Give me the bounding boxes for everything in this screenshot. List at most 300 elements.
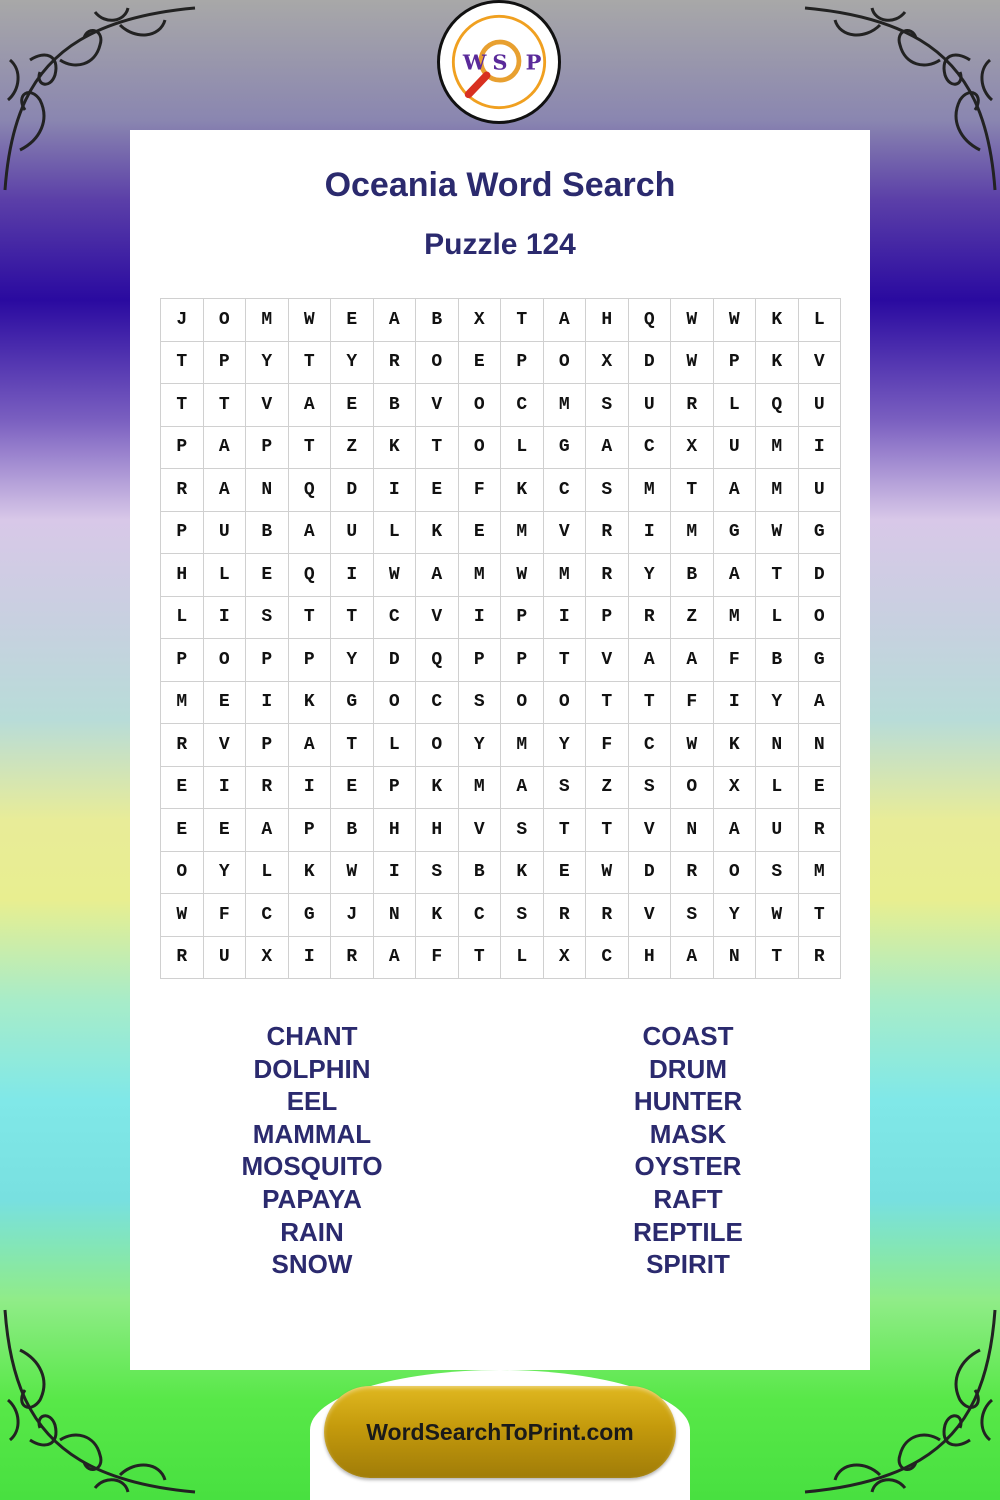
grid-cell[interactable]: P [501,596,544,639]
grid-cell[interactable]: N [373,894,416,937]
grid-cell[interactable]: T [331,596,374,639]
word-list-item: PAPAYA [262,1183,362,1214]
grid-cell[interactable]: B [331,809,374,852]
grid-cell[interactable]: T [628,681,671,724]
grid-cell[interactable]: Q [756,384,799,427]
grid-cell[interactable]: T [543,809,586,852]
grid-cell[interactable]: L [203,554,246,597]
grid-cell[interactable]: A [628,639,671,682]
word-list-item: CHANT [266,1021,358,1051]
grid-row [161,511,841,554]
grid-cell[interactable]: V [416,596,459,639]
grid-cell[interactable]: L [756,766,799,809]
site-logo[interactable] [437,0,561,124]
grid-cell[interactable]: S [246,596,289,639]
grid-cell[interactable]: P [246,639,289,682]
grid-cell[interactable]: R [246,766,289,809]
grid-cell[interactable]: R [798,809,841,852]
grid-cell[interactable]: C [586,936,629,979]
grid-cell[interactable]: V [586,639,629,682]
grid-cell[interactable]: C [628,724,671,767]
grid-row [161,894,841,937]
word-list-item: COAST [642,1021,734,1051]
grid-cell[interactable]: T [288,426,331,469]
word-list-item: OYSTER [634,1151,742,1182]
grid-cell[interactable]: P [373,766,416,809]
grid-cell[interactable]: L [373,511,416,554]
grid-cell[interactable]: A [288,384,331,427]
grid-cell[interactable]: V [798,341,841,384]
grid-cell[interactable]: N [756,724,799,767]
grid-cell[interactable]: B [671,554,714,597]
grid-cell[interactable]: A [543,299,586,342]
grid-cell[interactable]: T [288,596,331,639]
puzzle-card [130,130,870,1370]
grid-cell[interactable]: P [161,639,204,682]
grid-cell[interactable]: W [288,299,331,342]
grid-cell[interactable]: T [458,936,501,979]
grid-cell[interactable]: U [756,809,799,852]
grid-cell[interactable]: W [331,851,374,894]
grid-cell[interactable]: F [416,936,459,979]
grid-cell[interactable]: L [373,724,416,767]
grid-row [161,384,841,427]
grid-cell[interactable]: Y [628,554,671,597]
grid-cell[interactable]: R [586,554,629,597]
grid-cell[interactable]: W [501,554,544,597]
grid-cell[interactable]: R [586,511,629,554]
word-list-item: MAMMAL [252,1118,372,1149]
grid-cell[interactable]: G [798,639,841,682]
grid-cell[interactable]: O [798,596,841,639]
grid-cell[interactable]: K [756,299,799,342]
grid-row [161,596,841,639]
grid-row [161,299,841,342]
grid-cell[interactable]: Y [246,341,289,384]
grid-cell[interactable]: C [458,894,501,937]
grid-cell[interactable]: W [671,341,714,384]
grid-cell[interactable]: I [331,554,374,597]
grid-cell[interactable]: M [501,511,544,554]
grid-cell[interactable]: T [331,724,374,767]
grid-cell[interactable]: D [798,554,841,597]
footer [310,1370,690,1500]
word-list-item: MASK [649,1118,727,1149]
puzzle-number: Puzzle 124 [424,228,576,261]
grid-cell[interactable]: I [203,766,246,809]
grid-cell[interactable]: G [713,511,756,554]
grid-cell[interactable]: V [628,809,671,852]
grid-cell[interactable]: W [756,894,799,937]
grid-cell[interactable]: M [458,554,501,597]
grid-cell[interactable]: A [586,426,629,469]
grid-row [161,936,841,979]
grid-cell[interactable]: E [246,554,289,597]
grid-cell[interactable]: W [586,851,629,894]
grid-cell[interactable]: M [246,299,289,342]
grid-cell[interactable]: E [331,384,374,427]
grid-cell[interactable]: K [756,341,799,384]
grid-cell[interactable]: N [246,469,289,512]
word-list-left [162,1020,462,1281]
grid-cell[interactable]: E [203,681,246,724]
grid-cell[interactable]: Z [331,426,374,469]
grid-cell[interactable]: W [756,511,799,554]
grid-cell[interactable]: K [416,511,459,554]
word-list-item: RAFT [653,1183,723,1214]
grid-cell[interactable]: X [586,341,629,384]
grid-cell[interactable]: I [373,851,416,894]
grid-cell[interactable]: K [501,851,544,894]
grid-cell[interactable]: T [161,384,204,427]
grid-cell[interactable]: D [628,851,671,894]
grid-cell[interactable]: D [628,341,671,384]
grid-cell[interactable]: B [756,639,799,682]
grid-cell[interactable]: T [586,681,629,724]
grid-cell[interactable]: T [203,384,246,427]
grid-row [161,639,841,682]
grid-cell[interactable]: P [288,639,331,682]
grid-cell[interactable]: S [543,766,586,809]
grid-cell[interactable]: A [798,681,841,724]
grid-cell[interactable]: L [756,596,799,639]
grid-cell[interactable]: M [713,596,756,639]
grid-cell[interactable]: V [416,384,459,427]
grid-cell[interactable]: Y [331,341,374,384]
grid-cell[interactable]: V [203,724,246,767]
grid-cell[interactable]: L [161,596,204,639]
grid-cell[interactable]: P [161,426,204,469]
grid-cell[interactable]: A [373,299,416,342]
grid-cell[interactable]: A [713,469,756,512]
word-list-item: SPIRIT [646,1249,730,1280]
grid-cell[interactable]: G [543,426,586,469]
grid-cell[interactable]: S [458,681,501,724]
grid-cell[interactable]: T [416,426,459,469]
grid-cell[interactable]: S [671,894,714,937]
grid-cell[interactable]: G [331,681,374,724]
grid-cell[interactable]: Z [586,766,629,809]
grid-cell[interactable]: I [288,936,331,979]
grid-cell[interactable]: O [458,426,501,469]
grid-cell[interactable]: T [161,341,204,384]
grid-cell[interactable]: O [416,341,459,384]
grid-cell[interactable]: S [628,766,671,809]
logo-letter-w: W [462,49,487,75]
grid-cell[interactable]: E [543,851,586,894]
grid-cell[interactable]: P [501,341,544,384]
grid-cell[interactable]: D [331,469,374,512]
grid-row [161,766,841,809]
grid-row [161,469,841,512]
grid-cell[interactable]: U [713,426,756,469]
grid-cell[interactable]: R [798,936,841,979]
grid-cell[interactable]: R [628,596,671,639]
grid-cell[interactable]: V [246,384,289,427]
grid-cell[interactable]: T [671,469,714,512]
grid-cell[interactable]: Q [628,299,671,342]
word-list-item: MOSQUITO [241,1151,383,1182]
grid-cell[interactable]: H [373,809,416,852]
grid-cell[interactable]: P [458,639,501,682]
grid-cell[interactable]: O [543,341,586,384]
grid-row [161,554,841,597]
grid-cell[interactable]: W [671,724,714,767]
grid-cell[interactable]: R [373,341,416,384]
grid-cell[interactable]: Q [288,554,331,597]
grid-cell[interactable]: R [161,469,204,512]
grid-cell[interactable]: N [798,724,841,767]
grid-cell[interactable]: E [203,809,246,852]
website-link-button[interactable]: WordSearchToPrint.com [324,1386,676,1478]
grid-cell[interactable]: A [203,469,246,512]
grid-cell[interactable]: V [458,809,501,852]
grid-cell[interactable]: B [458,851,501,894]
grid-cell[interactable]: U [203,511,246,554]
grid-cell[interactable]: T [756,936,799,979]
grid-cell[interactable]: E [458,511,501,554]
grid-cell[interactable]: C [501,384,544,427]
letter-grid [160,298,841,979]
grid-cell[interactable]: O [501,681,544,724]
grid-cell[interactable]: O [713,851,756,894]
grid-cell[interactable]: S [586,384,629,427]
word-list-item: DOLPHIN [253,1053,371,1084]
grid-cell[interactable]: L [713,384,756,427]
grid-cell[interactable]: I [288,766,331,809]
grid-cell[interactable]: T [586,809,629,852]
grid-cell[interactable]: K [713,724,756,767]
grid-cell[interactable]: H [161,554,204,597]
grid-cell[interactable]: F [458,469,501,512]
grid-cell[interactable]: P [246,426,289,469]
grid-cell[interactable]: R [161,936,204,979]
grid-cell[interactable]: U [628,384,671,427]
grid-cell[interactable]: R [671,851,714,894]
grid-cell[interactable]: I [458,596,501,639]
grid-cell[interactable]: M [756,469,799,512]
grid-cell[interactable]: K [416,894,459,937]
grid-cell[interactable]: Y [756,681,799,724]
grid-cell[interactable]: S [501,894,544,937]
grid-cell[interactable]: E [161,809,204,852]
grid-cell[interactable]: R [543,894,586,937]
grid-cell[interactable]: A [373,936,416,979]
grid-row [161,341,841,384]
grid-cell[interactable]: K [416,766,459,809]
grid-cell[interactable]: E [798,766,841,809]
grid-cell[interactable]: M [628,469,671,512]
grid-cell[interactable]: M [543,554,586,597]
grid-cell[interactable]: E [161,766,204,809]
grid-cell[interactable]: Y [713,894,756,937]
grid-cell[interactable]: E [458,341,501,384]
grid-cell[interactable]: C [373,596,416,639]
grid-cell[interactable]: W [713,299,756,342]
grid-cell[interactable]: W [161,894,204,937]
grid-cell[interactable]: L [798,299,841,342]
grid-cell[interactable]: L [246,851,289,894]
grid-cell[interactable]: K [373,426,416,469]
grid-cell[interactable]: H [416,809,459,852]
logo-letter-s: S [492,49,508,75]
grid-cell[interactable]: T [543,639,586,682]
grid-cell[interactable]: M [458,766,501,809]
grid-cell[interactable]: W [671,299,714,342]
grid-cell[interactable]: I [246,681,289,724]
grid-cell[interactable]: A [288,724,331,767]
grid-cell[interactable]: F [586,724,629,767]
grid-cell[interactable]: P [203,341,246,384]
grid-cell[interactable]: O [543,681,586,724]
grid-cell[interactable]: U [203,936,246,979]
grid-cell[interactable]: P [713,341,756,384]
grid-cell[interactable]: B [416,299,459,342]
grid-cell[interactable]: U [331,511,374,554]
grid-cell[interactable]: S [756,851,799,894]
grid-cell[interactable]: C [416,681,459,724]
grid-cell[interactable]: O [161,851,204,894]
grid-cell[interactable]: Q [416,639,459,682]
page-title: Oceania Word Search [324,166,676,204]
grid-cell[interactable]: Y [543,724,586,767]
grid-cell[interactable]: F [203,894,246,937]
grid-cell[interactable]: V [543,511,586,554]
grid-cell[interactable]: A [246,809,289,852]
grid-cell[interactable]: K [501,469,544,512]
grid-cell[interactable]: M [161,681,204,724]
grid-cell[interactable]: B [373,384,416,427]
grid-cell[interactable]: R [586,894,629,937]
word-list-item: SNOW [271,1249,353,1280]
grid-cell[interactable]: A [671,936,714,979]
grid-cell[interactable]: Y [203,851,246,894]
grid-cell[interactable]: H [586,299,629,342]
grid-cell[interactable]: M [671,511,714,554]
grid-cell[interactable]: R [331,936,374,979]
grid-cell[interactable]: J [331,894,374,937]
grid-cell[interactable]: P [501,639,544,682]
grid-cell[interactable]: E [416,469,459,512]
grid-cell[interactable]: X [671,426,714,469]
grid-cell[interactable]: E [331,299,374,342]
word-list-item: REPTILE [633,1216,743,1247]
grid-cell[interactable]: K [288,681,331,724]
grid-cell[interactable]: O [671,766,714,809]
grid-cell[interactable]: V [628,894,671,937]
grid-cell[interactable]: N [713,936,756,979]
grid-cell[interactable]: U [798,469,841,512]
grid-cell[interactable]: S [586,469,629,512]
grid-cell[interactable]: T [501,299,544,342]
grid-cell[interactable]: P [161,511,204,554]
grid-cell[interactable]: U [798,384,841,427]
grid-cell[interactable]: N [671,809,714,852]
grid-cell[interactable]: C [628,426,671,469]
grid-cell[interactable]: R [671,384,714,427]
grid-cell[interactable]: I [373,469,416,512]
grid-cell[interactable]: K [288,851,331,894]
grid-cell[interactable]: X [543,936,586,979]
grid-cell[interactable]: D [373,639,416,682]
grid-cell[interactable]: Y [331,639,374,682]
grid-cell[interactable]: E [331,766,374,809]
grid-row [161,809,841,852]
grid-cell[interactable]: L [501,426,544,469]
grid-cell[interactable]: M [798,851,841,894]
logo-letter-p: P [525,49,542,75]
grid-cell[interactable]: B [246,511,289,554]
grid-cell[interactable]: C [543,469,586,512]
grid-cell[interactable]: I [798,426,841,469]
grid-cell[interactable]: A [288,511,331,554]
grid-cell[interactable]: H [628,936,671,979]
grid-cell[interactable]: Y [458,724,501,767]
word-list-item: EEL [286,1086,338,1117]
grid-cell[interactable]: I [628,511,671,554]
grid-cell[interactable]: P [246,724,289,767]
grid-cell[interactable]: L [501,936,544,979]
word-list-item: DRUM [649,1053,727,1084]
grid-row [161,426,841,469]
grid-cell[interactable]: G [288,894,331,937]
grid-cell[interactable]: C [246,894,289,937]
grid-cell[interactable]: O [416,724,459,767]
grid-cell[interactable]: A [713,554,756,597]
grid-cell[interactable]: Z [671,596,714,639]
grid-cell[interactable]: M [501,724,544,767]
word-list-item: RAIN [280,1216,344,1247]
grid-cell[interactable]: G [798,511,841,554]
grid-cell[interactable]: A [416,554,459,597]
grid-cell[interactable]: A [203,426,246,469]
grid-cell[interactable]: S [501,809,544,852]
grid-cell[interactable]: I [713,681,756,724]
grid-cell[interactable]: O [203,299,246,342]
grid-cell[interactable]: P [288,809,331,852]
grid-cell[interactable]: M [756,426,799,469]
grid-cell[interactable]: I [543,596,586,639]
grid-cell[interactable]: R [161,724,204,767]
grid-row [161,681,841,724]
grid-cell[interactable]: F [713,639,756,682]
grid-cell[interactable]: T [288,341,331,384]
grid-cell[interactable]: M [543,384,586,427]
grid-cell[interactable]: Q [288,469,331,512]
grid-cell[interactable]: O [203,639,246,682]
grid-cell[interactable]: X [458,299,501,342]
grid-cell[interactable]: O [373,681,416,724]
grid-cell[interactable]: P [586,596,629,639]
grid-cell[interactable]: I [203,596,246,639]
grid-cell[interactable]: X [713,766,756,809]
grid-cell[interactable]: J [161,299,204,342]
grid-row [161,851,841,894]
word-list-item: HUNTER [633,1086,743,1117]
word-list-right [538,1020,838,1281]
grid-cell[interactable]: A [671,639,714,682]
grid-row [161,724,841,767]
grid-cell[interactable]: F [671,681,714,724]
grid-cell[interactable]: T [756,554,799,597]
grid-cell[interactable]: O [458,384,501,427]
grid-cell[interactable]: A [501,766,544,809]
grid-cell[interactable]: W [373,554,416,597]
grid-cell[interactable]: A [713,809,756,852]
grid-cell[interactable]: T [798,894,841,937]
grid-cell[interactable]: X [246,936,289,979]
grid-cell[interactable]: S [416,851,459,894]
